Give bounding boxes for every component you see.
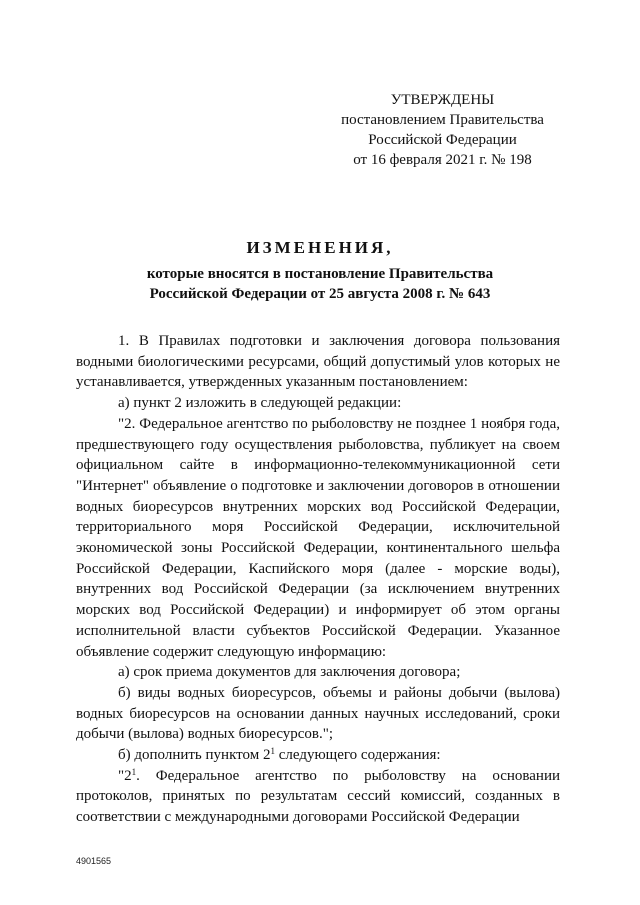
approval-heading: УТВЕРЖДЕНЫ — [390, 92, 495, 108]
approval-line-2: Российской Федерации — [368, 132, 517, 148]
paragraph-7 — [76, 766, 560, 828]
approval-stamp — [330, 90, 555, 170]
paragraph-2: а) пункт 2 изложить в следующей редакции: — [118, 395, 402, 412]
document-code: 4901565 — [76, 856, 112, 866]
paragraph-6-superscript: 1 — [270, 746, 275, 757]
paragraph-6-text-end: следующего содержания: — [274, 747, 441, 764]
paragraph-3: "2. Федеральное агентство по рыболовству не позднее 1 ноября года, предшествующего году осуществления рыболовства, публикует на своем официальном сайте в информационно-телекоммуникационной сети "Интернет" объявление о подготовке и заключении договоров в отношении водных биоресурсов внутренних морских вод Российской Федерации, территориального моря Российской Федерации, исключительной экономической зоны Российской Федерации, континентального шельфа Российской Федерации, Каспийского моря (далее - морские воды), внутренних вод Российской Федерации (за исключением внутренних морских вод Российской Федерации) и информирует об этом органы исполнительной власти субъектов Российской Федерации. Указанное объявление содержит следующую информацию: — [76, 415, 560, 660]
document-title: ИЗМЕНЕНИЯ, — [246, 238, 394, 257]
approval-line-1: постановлением Правительства — [341, 112, 544, 128]
paragraph-1: 1. В Правилах подготовки и заключения договора пользования водными биологическими ресурсами, общий допустимый улов которых не устанавливается, утвержденных указанным постановлением: — [76, 333, 560, 391]
paragraph-5: б) виды водных биоресурсов, объемы и районы добычи (вылова) водных биоресурсов на основании данных научных исследований, сроки добычи (вылова) водных биоресурсов."; — [76, 684, 560, 743]
paragraph-7-superscript: 1 — [131, 766, 137, 777]
paragraph-7-text-end: . Федеральное агентство по рыболовству на основании протоколов, принятых по результатам сессий комиссий, созданных в соответствии с международными договорами Российской Федерации — [76, 767, 560, 826]
paragraph-7-text: "2 — [118, 767, 132, 784]
document-subtitle-line-2: Российской Федерации от 25 августа 2008 г. № 643 — [149, 286, 491, 302]
paragraph-6 — [76, 745, 560, 766]
paragraph-4: а) срок приема документов для заключения договора; — [118, 664, 461, 681]
approval-line-3: от 16 февраля 2021 г. № 198 — [353, 152, 532, 168]
paragraph-6-text: б) дополнить пунктом 2 — [118, 747, 271, 764]
document-body — [76, 331, 560, 828]
document-subtitle-line-1: которые вносятся в постановление Правительства — [146, 266, 494, 282]
